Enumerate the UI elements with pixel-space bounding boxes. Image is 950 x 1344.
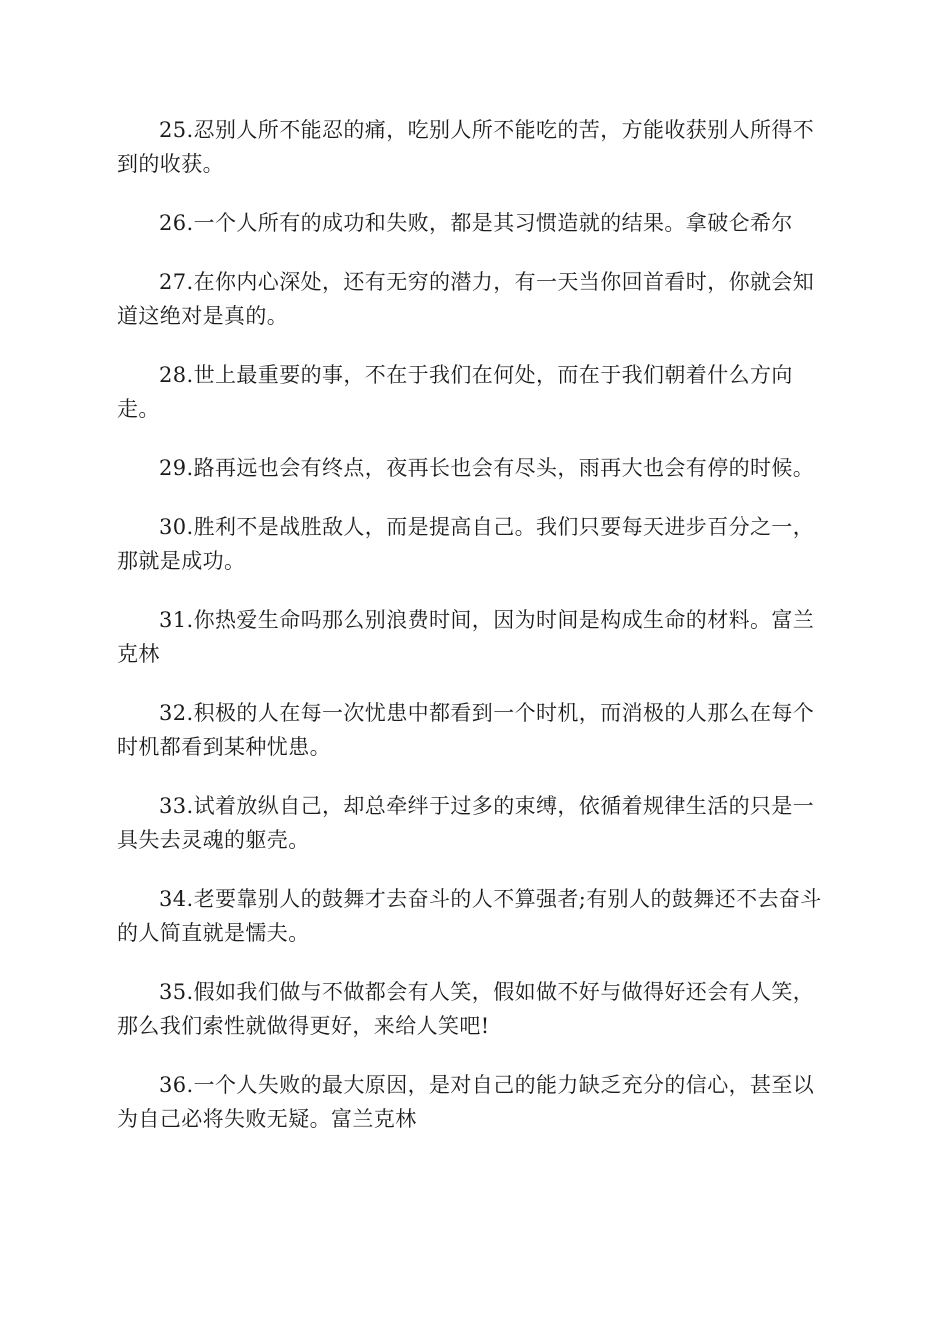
quote-paragraph-31: 31.你热爱生命吗那么别浪费时间，因为时间是构成生命的材料。富兰克林 <box>117 608 815 666</box>
quote-paragraph-28: 28.世上最重要的事，不在于我们在何处，而在于我们朝着什么方向走。 <box>117 363 793 421</box>
document-body <box>117 113 829 1161</box>
quote-paragraph-32: 32.积极的人在每一次忧患中都看到一个时机，而消极的人那么在每个时机都看到某种忧患。 <box>117 701 815 759</box>
quote-paragraph-35: 35.假如我们做与不做都会有人笑，假如做不好与做得好还会有人笑，那么我们索性就做得更好，来给人笑吧! <box>117 980 815 1038</box>
quote-paragraph-33: 33.试着放纵自己，却总牵绊于过多的束缚，依循着规律生活的只是一具失去灵魂的躯壳。 <box>117 794 815 852</box>
quote-paragraph-36: 36.一个人失败的最大原因，是对自己的能力缺乏充分的信心，甚至以为自己必将失败无疑。富兰克林 <box>117 1073 815 1131</box>
quote-paragraph-25: 25.忍别人所不能忍的痛，吃别人所不能吃的苦，方能收获别人所得不到的收获。 <box>117 118 815 176</box>
quote-paragraph-29: 29.路再远也会有终点，夜再长也会有尽头，雨再大也会有停的时候。 <box>159 456 815 480</box>
quote-paragraph-26: 26.一个人所有的成功和失败，都是其习惯造就的结果。拿破仑希尔 <box>159 211 793 235</box>
quote-paragraph-30: 30.胜利不是战胜敌人，而是提高自己。我们只要每天进步百分之一，那就是成功。 <box>117 515 815 573</box>
quote-paragraph-34: 34.老要靠别人的鼓舞才去奋斗的人不算强者;有别人的鼓舞还不去奋斗的人简直就是懦夫。 <box>117 887 822 945</box>
quote-paragraph-27: 27.在你内心深处，还有无穷的潜力，有一天当你回首看时，你就会知道这绝对是真的。 <box>117 270 815 328</box>
